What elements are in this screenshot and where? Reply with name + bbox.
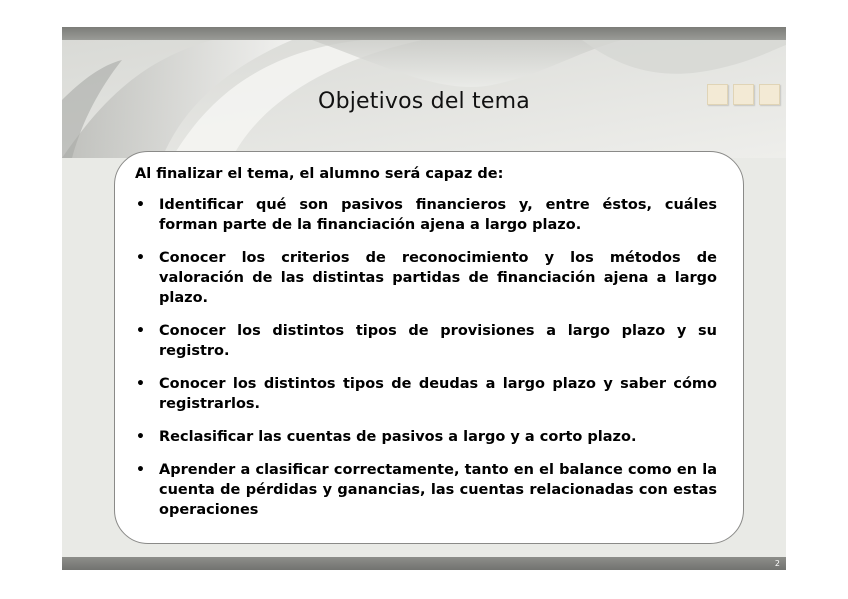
- bullet-icon: •: [136, 462, 145, 478]
- intro-text: Al finalizar el tema, el alumno será capaz de:: [135, 166, 504, 182]
- bullet-icon: •: [136, 376, 145, 392]
- page-number: 2: [774, 559, 780, 568]
- slide: [62, 27, 786, 570]
- objective-text: Conocer los distintos tipos de deudas a largo plazo y saber cómo registrarlos.: [159, 376, 717, 412]
- bullet-icon: •: [136, 323, 145, 339]
- deco-square-icon: [759, 84, 780, 105]
- objective-text: Conocer los distintos tipos de provisiones a largo plazo y su registro.: [159, 323, 717, 359]
- bottom-bar: [62, 557, 786, 570]
- bullet-icon: •: [136, 197, 145, 213]
- top-bar: [62, 27, 786, 40]
- bullet-icon: •: [136, 250, 145, 266]
- objectives-box: [114, 151, 744, 544]
- objective-text: Reclasificar las cuentas de pasivos a largo y a corto plazo.: [159, 429, 637, 445]
- deco-square-icon: [733, 84, 754, 105]
- objectives-list: [135, 195, 717, 533]
- decorative-squares: [707, 84, 780, 105]
- list-item: [135, 321, 717, 361]
- objective-text: Identificar qué son pasivos financieros y, entre éstos, cuáles forman parte de la financiación ajena a largo plazo.: [159, 197, 717, 233]
- objective-text: Aprender a clasificar correctamente, tanto en el balance como en la cuenta de pérdidas y ganancias, las cuentas relacionadas con estas operaciones: [159, 462, 717, 518]
- list-item: [135, 427, 717, 447]
- slide-title: Objetivos del tema: [318, 89, 530, 114]
- list-item: [135, 248, 717, 308]
- bullet-icon: •: [136, 429, 145, 445]
- list-item: [135, 460, 717, 520]
- list-item: [135, 374, 717, 414]
- list-item: [135, 195, 717, 235]
- deco-square-icon: [707, 84, 728, 105]
- objective-text: Conocer los criterios de reconocimiento y los métodos de valoración de las distintas partidas de financiación ajena a largo plazo.: [159, 250, 717, 306]
